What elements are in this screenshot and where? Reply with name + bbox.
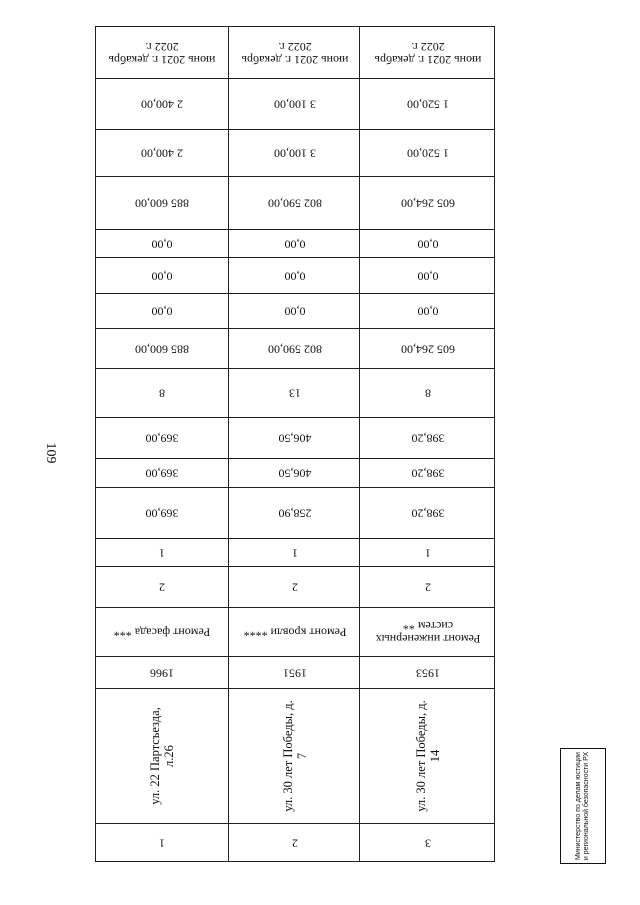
cell-text: 1966	[150, 666, 174, 680]
table-cell-col-m	[96, 79, 228, 130]
cell-text: 398,20	[411, 431, 444, 446]
table-cell-address	[229, 689, 360, 824]
cell-text: 369,00	[145, 506, 179, 521]
table-cell-col-a	[360, 567, 495, 608]
cell-text: июнь 2021 г. декабрь 2022 г.	[241, 39, 348, 67]
table-cell-col-f	[96, 369, 228, 418]
table-cell-col-m	[360, 79, 495, 130]
table-cell-col-i	[360, 258, 495, 294]
cell-text: 1	[159, 546, 165, 560]
cell-text: 3	[424, 836, 431, 850]
cell-text: 0,00	[417, 237, 438, 251]
page-number: 109	[43, 442, 58, 464]
cell-text: 1 520,00	[406, 97, 449, 112]
cell-text: июнь 2021 г. декабрь 2022 г.	[374, 39, 481, 67]
table-cell-col-g	[360, 329, 495, 369]
table-cell-col-e	[229, 418, 360, 459]
table-cell-period	[229, 27, 360, 79]
table-cell-period	[96, 27, 228, 79]
cell-text: 1	[159, 836, 165, 850]
cell-text: 1953	[415, 666, 440, 680]
cell-text: 398,20	[411, 466, 444, 481]
cell-text: Ремонт кровли ****	[243, 625, 346, 640]
table-row	[359, 27, 495, 861]
cell-text: 0,00	[151, 237, 173, 251]
cell-text: 2 400,00	[141, 146, 183, 161]
cell-text: Ремонт фасада ***	[113, 625, 211, 640]
table-cell-col-d	[96, 459, 228, 488]
table-cell-col-i	[96, 258, 228, 294]
cell-text: 605 264,00	[400, 196, 455, 211]
table-cell-col-h	[96, 294, 228, 329]
cell-text: июнь 2021 г. декабрь 2022 г.	[108, 39, 216, 67]
table-cell-year	[229, 657, 360, 689]
table-cell-index	[360, 824, 495, 861]
cell-text: 0,00	[284, 304, 305, 319]
cell-text: 406,50	[278, 466, 311, 481]
table-cell-col-j	[96, 230, 228, 258]
cell-text: 1	[424, 546, 431, 560]
table-cell-work-type	[360, 608, 495, 657]
table-cell-col-k	[360, 177, 495, 230]
table-cell-col-h	[360, 294, 495, 329]
cell-text: 1	[291, 546, 298, 560]
table-cell-col-b	[229, 539, 360, 567]
table-cell-col-f	[229, 369, 360, 418]
table-cell-col-g	[229, 329, 360, 369]
table-cell-index	[96, 824, 228, 861]
cell-text: Ремонт инженерных систем **	[375, 619, 480, 646]
cell-text: 0,00	[151, 269, 173, 283]
table-cell-col-i	[229, 258, 360, 294]
table-row	[96, 27, 228, 861]
cell-text: 8	[424, 386, 431, 401]
cell-text: ул. 22 Партсъезда, л.26	[148, 707, 176, 805]
table-cell-col-a	[229, 567, 360, 608]
table-cell-col-c	[229, 488, 360, 539]
table-cell-col-b	[360, 539, 495, 567]
cell-text: 1 520,00	[406, 146, 449, 161]
table-cell-col-l	[229, 130, 360, 177]
cell-text: 0,00	[284, 237, 305, 251]
table-cell-col-j	[229, 230, 360, 258]
table-cell-work-type	[229, 608, 360, 657]
table-cell-col-a	[96, 567, 228, 608]
cell-text: 885 600,00	[135, 342, 189, 356]
table-cell-col-k	[96, 177, 228, 230]
table-cell-col-h	[229, 294, 360, 329]
cell-text: 3 100,00	[273, 146, 316, 161]
data-table	[95, 26, 495, 862]
cell-text: 2 400,00	[141, 97, 183, 112]
table-cell-col-k	[229, 177, 360, 230]
cell-text: 369,00	[145, 466, 179, 481]
cell-text: 2	[159, 580, 165, 595]
cell-text: 8	[159, 386, 165, 401]
table-cell-col-e	[360, 418, 495, 459]
cell-text: 2	[424, 580, 431, 595]
table-row	[228, 27, 360, 861]
table-cell-year	[96, 657, 228, 689]
table-cell-col-e	[96, 418, 228, 459]
cell-text: 2	[291, 580, 298, 595]
table-cell-work-type	[96, 608, 228, 657]
table-cell-col-c	[360, 488, 495, 539]
table-cell-col-g	[96, 329, 228, 369]
table-cell-address	[360, 689, 495, 824]
table-cell-col-c	[96, 488, 228, 539]
table-cell-year	[360, 657, 495, 689]
table-cell-address	[96, 689, 228, 824]
cell-text: 369,00	[145, 431, 179, 446]
cell-text: 2	[291, 836, 298, 850]
cell-text: 398,20	[411, 506, 444, 521]
table-cell-period	[360, 27, 495, 79]
cell-text: 0,00	[284, 269, 305, 283]
cell-text: ул. 30 лет Победы, д. 14	[413, 700, 442, 812]
cell-text: 0,00	[151, 304, 173, 319]
cell-text: 1951	[282, 666, 307, 680]
cell-text: 0,00	[417, 269, 438, 283]
table-cell-index	[229, 824, 360, 861]
cell-text: 802 590,00	[267, 196, 322, 211]
cell-text: 0,00	[417, 304, 438, 319]
table-cell-col-m	[229, 79, 360, 130]
cell-text: 258,90	[278, 506, 311, 521]
cell-text: 13	[288, 386, 301, 401]
table-cell-col-j	[360, 230, 495, 258]
table-cell-col-l	[360, 130, 495, 177]
ministry-stamp	[560, 748, 606, 864]
table-cell-col-f	[360, 369, 495, 418]
cell-text: 3 100,00	[273, 97, 316, 112]
table-cell-col-d	[360, 459, 495, 488]
stamp-text: Министерство по делам юстиции и региональной безопасности РХ	[575, 751, 590, 861]
cell-text: 802 590,00	[267, 342, 322, 356]
cell-text: ул. 30 лет Победы, д. 7	[280, 700, 309, 812]
table-cell-col-d	[229, 459, 360, 488]
cell-text: 406,50	[278, 431, 311, 446]
cell-text: 605 264,00	[400, 342, 455, 356]
table-cell-col-l	[96, 130, 228, 177]
table-cell-col-b	[96, 539, 228, 567]
cell-text: 885 600,00	[135, 196, 189, 211]
